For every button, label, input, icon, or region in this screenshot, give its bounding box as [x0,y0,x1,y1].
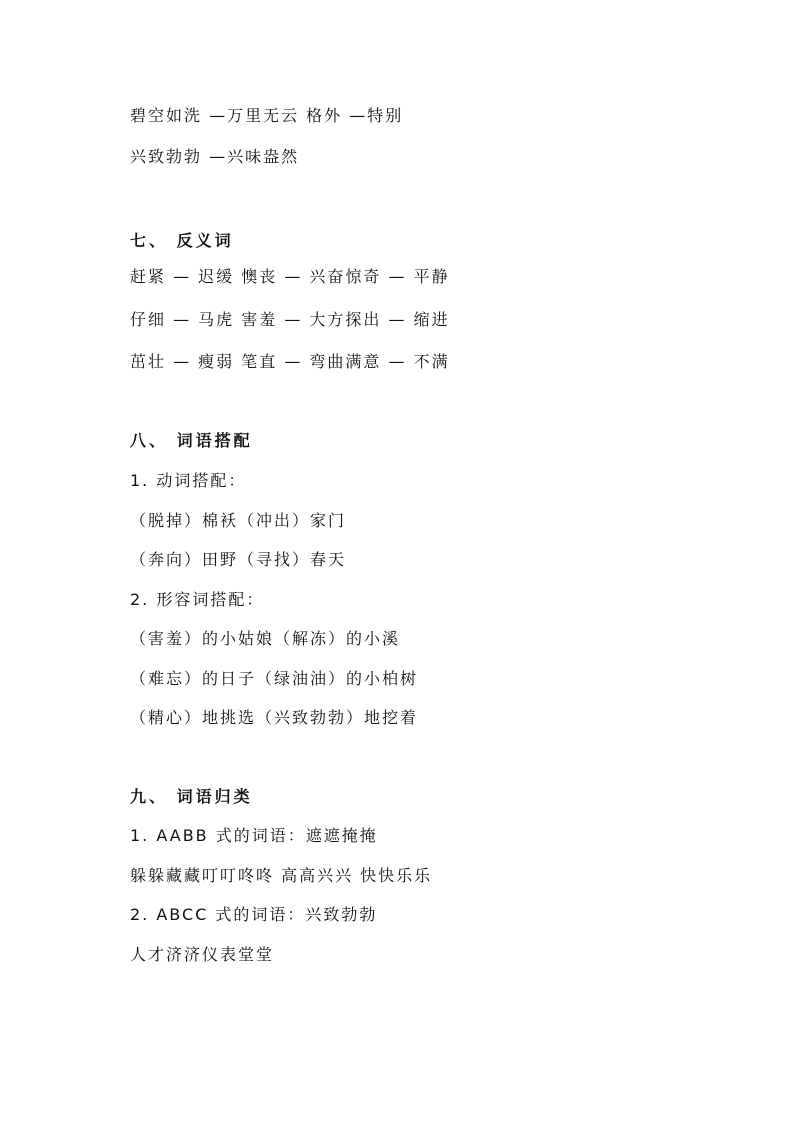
verb-collocation-title: 1. 动词搭配： [130,471,247,490]
aabb-words: 躲躲藏藏叮叮咚咚 高高兴兴 快快乐乐 [130,866,433,885]
adjective-collocation-line-2: （难忘）的日子（绿油油）的小柏树 [130,669,419,688]
intro-line-1: 碧空如洗 —万里无云 格外 —特别 [130,106,404,125]
adjective-collocation-line-1: （害羞）的小姑娘（解冻）的小溪 [130,629,401,648]
intro-line-2: 兴致勃勃 —兴味盎然 [130,147,300,166]
antonym-line-1: 赶紧 — 迟缓 懊丧 — 兴奋惊奇 — 平静 [130,267,450,286]
antonym-line-2: 仔细 — 马虎 害羞 — 大方探出 — 缩进 [130,310,450,329]
abcc-title: 2. ABCC 式的词语：兴致勃勃 [130,905,378,924]
section-8-heading: 八、 词语搭配 [130,431,253,450]
aabb-title: 1. AABB 式的词语：遮遮掩掩 [130,826,378,845]
verb-collocation-line-2: （奔向）田野（寻找）春天 [130,550,347,569]
adjective-collocation-title: 2. 形容词搭配： [130,590,265,609]
antonym-line-3: 茁壮 — 瘦弱 笔直 — 弯曲满意 — 不满 [130,352,450,371]
verb-collocation-line-1: （脱掉）棉袄（冲出）家门 [130,511,347,530]
section-9-heading: 九、 词语归类 [130,787,253,806]
adjective-collocation-line-3: （精心）地挑选（兴致勃勃）地挖着 [130,708,419,727]
section-7-heading: 七、 反义词 [130,231,234,250]
abcc-words: 人才济济仪表堂堂 [130,945,275,964]
